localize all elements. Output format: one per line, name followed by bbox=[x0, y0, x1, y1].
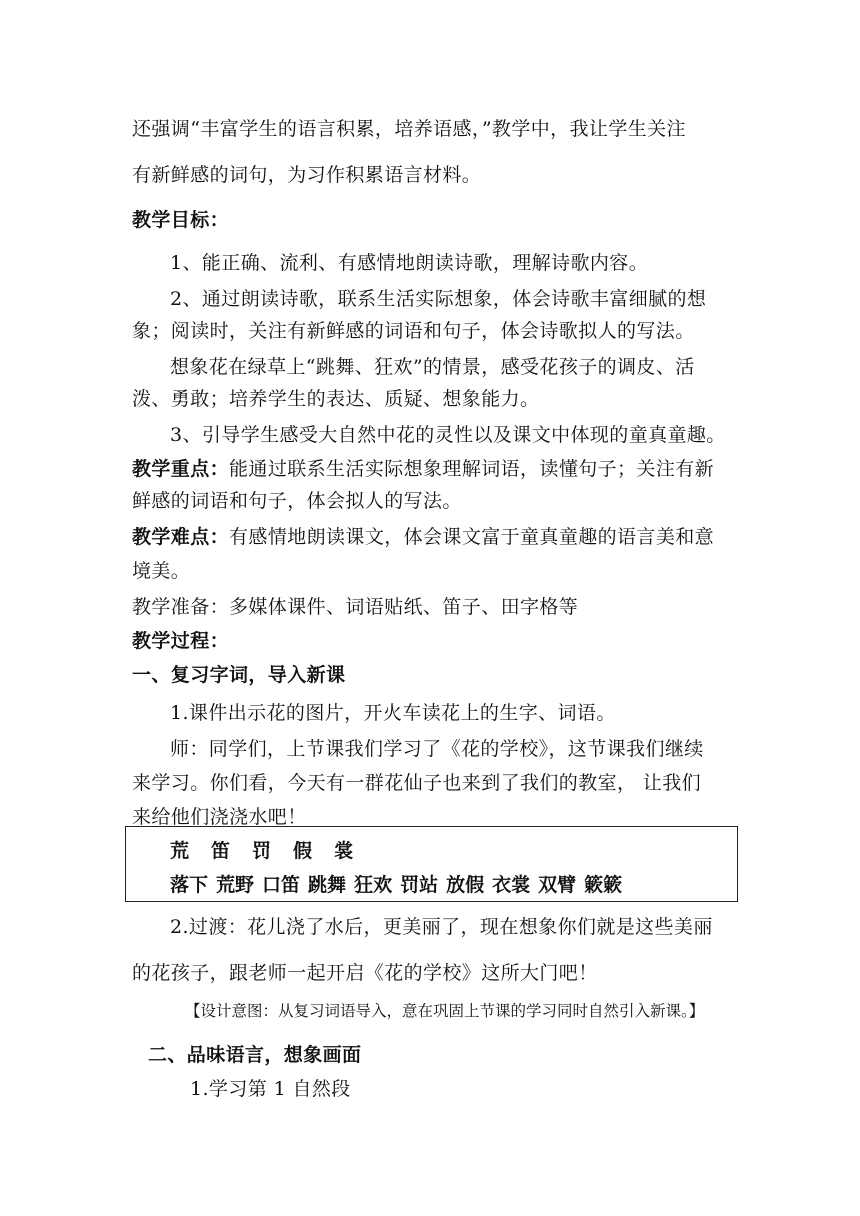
step-1-item-1: 1.课件出示花的图片，开火车读花上的生字、词语。 bbox=[170, 702, 616, 724]
paragraph-line: 有新鲜感的词句，为习作积累语言材料。 bbox=[132, 164, 482, 186]
section-heading-1: 一、复习字词，导入新课 bbox=[132, 664, 346, 686]
vocab-word: 狂欢 bbox=[354, 874, 393, 896]
teaching-preparation: 教学准备：多媒体课件、词语贴纸、笛子、田字格等 bbox=[132, 596, 579, 618]
step-1-item-2: 2.过渡：花儿浇了水后，更美丽了，现在想象你们就是这些美丽 bbox=[170, 916, 713, 938]
section-heading-process: 教学过程： bbox=[132, 630, 230, 652]
goal-item-2-cont: 象；阅读时，关注有新鲜感的词语和句子，体会诗歌拟人的写法。 bbox=[132, 320, 695, 342]
vocab-word: 衣裳 bbox=[492, 874, 531, 896]
teaching-difficulty bbox=[132, 524, 714, 550]
vocab-word: 罚站 bbox=[400, 874, 439, 896]
vocab-word: 跳舞 bbox=[308, 874, 347, 896]
section-heading-2: 二、品味语言，想象画面 bbox=[148, 1044, 362, 1066]
vocab-char: 裳 bbox=[334, 840, 354, 862]
vocab-char: 笛 bbox=[211, 840, 231, 862]
teaching-focus-text: 能通过联系生活实际想象理解词语，读懂句子；关注有新 bbox=[229, 458, 715, 480]
teacher-speech: 师：同学们，上节课我们学习了《花的学校》，这节课我们继续 bbox=[170, 738, 704, 760]
vocab-word: 荒野 bbox=[216, 874, 255, 896]
teaching-focus-cont: 鲜感的词语和句子，体会拟人的写法。 bbox=[132, 490, 462, 512]
vocab-word: 口笛 bbox=[262, 874, 301, 896]
design-intent-note: 【设计意图：从复习词语导入，意在巩固上节课的学习同时自然引入新课。】 bbox=[185, 1002, 705, 1020]
vocab-word: 双臂 bbox=[538, 874, 577, 896]
vocab-char: 罚 bbox=[252, 840, 272, 862]
teaching-difficulty-label: 教学难点： bbox=[132, 526, 230, 548]
teaching-focus-label: 教学重点： bbox=[132, 458, 230, 480]
goal-item-2-cont: 想象花在绿草上“跳舞、狂欢”的情景，感受花孩子的调皮、活 bbox=[170, 356, 695, 378]
teaching-focus bbox=[132, 456, 714, 482]
paragraph-line: 还强调“丰富学生的语言积累，培养语感，”教学中，我让学生关注 bbox=[132, 118, 686, 140]
vocab-words-row bbox=[170, 872, 630, 898]
vocab-chars-row bbox=[170, 838, 375, 864]
step-2-item-1: 1.学习第 1 自然段 bbox=[190, 1078, 351, 1100]
goal-item-2: 2、通过朗读诗歌，联系生活实际想象，体会诗歌丰富细腻的想 bbox=[170, 288, 707, 310]
vocab-word: 簌簌 bbox=[584, 874, 623, 896]
teacher-speech-cont: 来学习。你们看，今天有一群花仙子也来到了我们的教室， 让我们 bbox=[132, 772, 702, 794]
step-1-item-2-cont: 的花孩子，跟老师一起开启《花的学校》这所大门吧！ bbox=[132, 962, 598, 984]
section-heading-goals: 教学目标： bbox=[132, 209, 230, 231]
teacher-speech-cont: 来给他们浇浇水吧！ bbox=[132, 806, 307, 828]
vocab-char: 假 bbox=[293, 840, 313, 862]
vocab-box bbox=[125, 826, 738, 902]
teaching-difficulty-cont: 境美。 bbox=[132, 560, 191, 582]
goal-item-1: 1、能正确、流利、有感情地朗读诗歌，理解诗歌内容。 bbox=[170, 252, 649, 274]
vocab-word: 放假 bbox=[446, 874, 485, 896]
goal-item-2-cont: 泼、勇敢；培养学生的表达、质疑、想象能力。 bbox=[132, 388, 540, 410]
goal-item-3: 3、引导学生感受大自然中花的灵性以及课文中体现的童真童趣。 bbox=[170, 424, 726, 446]
vocab-char: 荒 bbox=[170, 840, 190, 862]
teaching-difficulty-text: 有感情地朗读课文，体会课文富于童真童趣的语言美和意 bbox=[229, 526, 715, 548]
vocab-word: 落下 bbox=[170, 874, 209, 896]
